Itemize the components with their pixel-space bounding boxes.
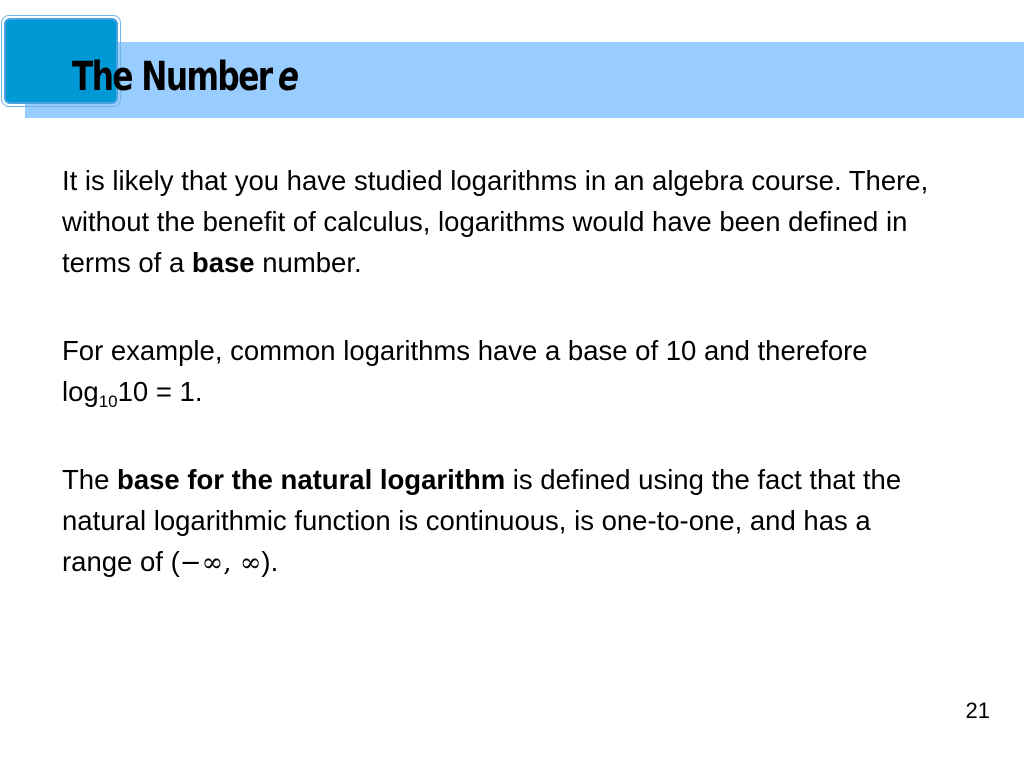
paragraph-logarithms-intro (62, 160, 942, 283)
paragraph-1-bold-base: base (191, 247, 255, 278)
slide-title (72, 44, 297, 110)
paragraph-3-text-middle: is defined using the fact that the natural logarithmic function is continuous, is one-to-one, and has a range of (62, 464, 902, 577)
slide-title-text: The Number (72, 54, 272, 100)
slide-title-variable: e (277, 54, 298, 100)
log-subscript: 10 (98, 392, 118, 411)
paragraph-2-text-end: 10 = 1. (117, 376, 203, 407)
paragraph-3-bold-natural-log: base for the natural logarithm (117, 464, 506, 495)
range-close-paren: ) (261, 546, 271, 577)
paragraph-3-text-end: . (270, 546, 279, 577)
range-lower-bound: −∞ (179, 548, 224, 578)
range-separator: , (223, 548, 240, 578)
paragraph-3-text-start: The (62, 464, 118, 495)
paragraph-common-log-example (62, 330, 942, 412)
paragraph-natural-log-base (62, 459, 942, 584)
range-upper-bound: ∞ (239, 548, 262, 578)
paragraph-1-text: It is likely that you have studied logarithms in an algebra course. There, without the benefit of calculus, logarithms would have been defined in terms of a (62, 165, 929, 278)
paragraph-1-text-end: number. (254, 247, 362, 278)
page-number: 21 (965, 698, 990, 723)
paragraph-2-text: For example, common logarithms have a base of 10 and therefore log (62, 335, 868, 407)
range-open-paren: ( (170, 546, 180, 577)
slide-body (62, 160, 942, 631)
